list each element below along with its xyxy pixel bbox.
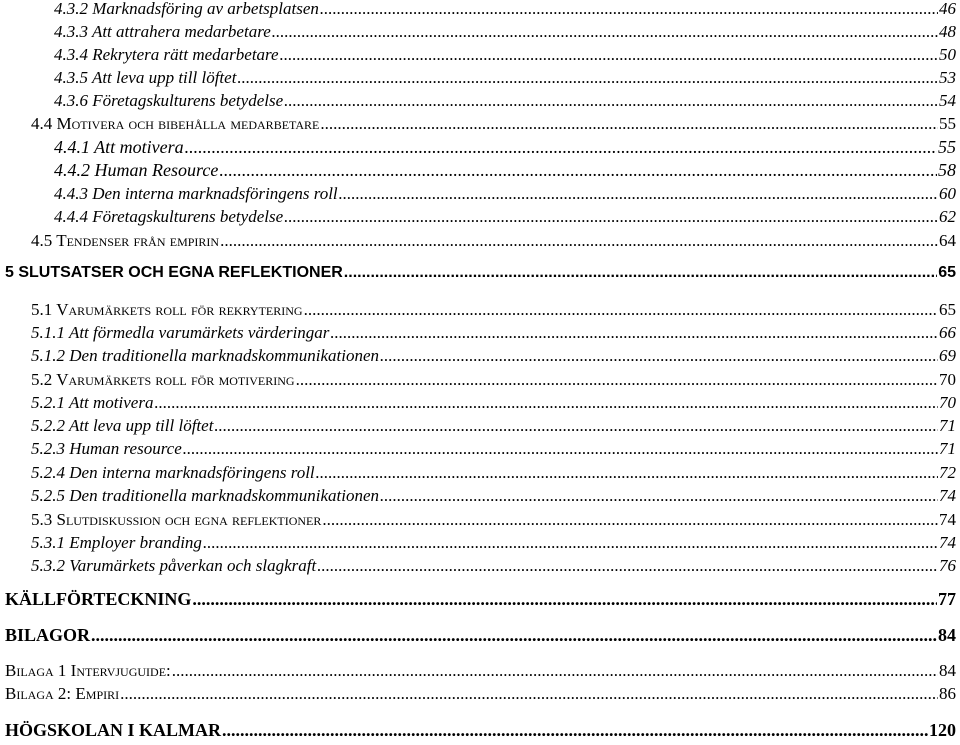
toc-entry-page: 71: [939, 416, 956, 435]
toc-entry-page: 46: [939, 0, 956, 18]
toc-entry-page: 70: [939, 393, 956, 412]
toc-leader-dots: [320, 0, 938, 17]
toc-entry-label: 5.3.2 Varumärkets påverkan och slagkraft: [31, 556, 317, 575]
toc-entry-page: 84: [939, 661, 956, 680]
toc-entry[interactable]: [31, 347, 956, 364]
toc-entry-page: 77: [938, 589, 956, 609]
toc-entry-label: 5.2.1 Att motivera: [31, 393, 154, 412]
toc-entry-page: 74: [939, 510, 956, 529]
toc-entry-page: 71: [939, 439, 956, 458]
toc-leader-dots: [222, 721, 928, 739]
toc-entry-label: 4.4.1 Att motivera: [54, 137, 184, 157]
toc-entry-page: 70: [939, 370, 956, 389]
toc-entry-label: KÄLLFÖRTECKNING: [5, 589, 192, 609]
toc-entry-label: BILAGOR: [5, 625, 91, 645]
toc-leader-dots: [380, 347, 938, 364]
toc-entry-label: 4.3.4 Rekrytera rätt medarbetare: [54, 45, 279, 64]
toc-entry-page: 74: [939, 533, 956, 552]
toc-leader-dots: [154, 394, 938, 411]
toc-entry-label: 4.3.5 Att leva upp till löftet: [54, 68, 237, 87]
toc-chapter-entry[interactable]: [5, 265, 956, 281]
toc-leader-dots: [183, 440, 938, 457]
toc-leader-dots: [237, 69, 938, 86]
toc-entry[interactable]: [31, 115, 956, 132]
toc-leader-dots: [172, 662, 938, 679]
toc-chapter-entry[interactable]: [5, 590, 956, 608]
toc-entry-label: 4.3.2 Marknadsföring av arbetsplatsen: [54, 0, 319, 18]
toc-entry[interactable]: [54, 46, 956, 63]
toc-entry[interactable]: [31, 394, 956, 411]
toc-entry[interactable]: [54, 185, 956, 202]
toc-leader-dots: [214, 417, 938, 434]
toc-entry-page: 120: [929, 720, 956, 740]
toc-entry[interactable]: [31, 557, 956, 574]
toc-entry-label: Bilaga 2: Empiri: [5, 684, 120, 703]
toc-entry[interactable]: [31, 487, 956, 504]
toc-entry-page: 84: [938, 625, 956, 645]
toc-entry[interactable]: [54, 23, 956, 40]
toc-entry-page: 48: [939, 22, 956, 41]
toc-entry-page: 86: [939, 684, 956, 703]
toc-entry-page: 60: [939, 184, 956, 203]
toc-entry-page: 72: [939, 463, 956, 482]
toc-entry-label: 5.3 Slutdiskussion och egna reflektioner: [31, 510, 322, 529]
toc-entry-label: 5.3.1 Employer branding: [31, 533, 202, 552]
toc-entry[interactable]: [54, 208, 956, 225]
toc-leader-dots: [284, 92, 938, 109]
toc-leader-dots: [220, 232, 938, 249]
toc-leader-dots: [284, 208, 938, 225]
toc-entry-label: 5.1.1 Att förmedla varumärkets värderingar: [31, 323, 330, 342]
toc-leader-dots: [344, 265, 937, 281]
toc-entry[interactable]: [5, 685, 956, 702]
toc-entry-page: 65: [938, 264, 956, 281]
toc-leader-dots: [320, 115, 938, 132]
toc-entry[interactable]: [31, 511, 956, 528]
toc-entry-label: 4.4.4 Företagskulturens betydelse: [54, 207, 284, 226]
toc-leader-dots: [91, 626, 937, 644]
toc-entry[interactable]: [31, 440, 956, 457]
toc-leader-dots: [304, 301, 938, 318]
toc-entry[interactable]: [31, 301, 956, 318]
toc-entry[interactable]: [54, 161, 956, 179]
toc-entry[interactable]: [54, 69, 956, 86]
toc-entry-page: 66: [939, 323, 956, 342]
toc-entry-page: 55: [938, 137, 956, 157]
toc-chapter-entry[interactable]: [5, 626, 956, 644]
toc-leader-dots: [120, 685, 938, 702]
toc-leader-dots: [339, 185, 938, 202]
toc-entry-label: 5 SLUTSATSER OCH EGNA REFLEKTIONER: [5, 264, 343, 281]
toc-leader-dots: [330, 324, 938, 341]
toc-entry[interactable]: [31, 417, 956, 434]
toc-entry-page: 58: [938, 160, 956, 180]
toc-entry-label: 5.2.4 Den interna marknadsföringens roll: [31, 463, 315, 482]
toc-entry[interactable]: [31, 232, 956, 249]
toc-entry[interactable]: [54, 92, 956, 109]
toc-entry-page: 55: [939, 114, 956, 133]
toc-entry-label: 4.5 Tendenser från empirin: [31, 231, 220, 250]
toc-entry-label: 5.2 Varumärkets roll för motivering: [31, 370, 295, 389]
toc-entry-page: 74: [939, 486, 956, 505]
toc-entry[interactable]: [31, 324, 956, 341]
toc-entry-page: 64: [939, 231, 956, 250]
toc-leader-dots: [203, 534, 938, 551]
toc-entry-label: Bilaga 1 Intervjuguide:: [5, 661, 171, 680]
toc-entry-page: 65: [939, 300, 956, 319]
toc-entry-label: 5.1 Varumärkets roll för rekrytering: [31, 300, 303, 319]
toc-leader-dots: [192, 590, 937, 608]
toc-entry-label: 5.2.3 Human resource: [31, 439, 182, 458]
toc-leader-dots: [280, 46, 938, 63]
toc-leader-dots: [272, 23, 938, 40]
toc-leader-dots: [219, 161, 937, 179]
toc-entry[interactable]: [31, 464, 956, 481]
toc-entry[interactable]: [54, 138, 956, 156]
toc-entry-label: 5.1.2 Den traditionella marknadskommunikationen: [31, 346, 379, 365]
toc-entry-page: 76: [939, 556, 956, 575]
toc-leader-dots: [380, 487, 938, 504]
toc-leader-dots: [317, 557, 938, 574]
toc-entry-label: 4.4.3 Den interna marknadsföringens roll: [54, 184, 338, 203]
toc-entry-page: 54: [939, 91, 956, 110]
toc-leader-dots: [316, 464, 938, 481]
toc-leader-dots: [322, 511, 938, 528]
toc-entry-label: 5.2.5 Den traditionella marknadskommunikationen: [31, 486, 379, 505]
toc-entry[interactable]: [31, 371, 956, 388]
toc-entry-label: 4.4 Motivera och bibehålla medarbetare: [31, 114, 320, 133]
toc-chapter-entry[interactable]: [5, 721, 956, 739]
toc-entry-label: HÖGSKOLAN I KALMAR: [5, 720, 222, 740]
toc-entry-page: 50: [939, 45, 956, 64]
toc-entry[interactable]: [31, 534, 956, 551]
toc-entry-label: 4.3.3 Att attrahera medarbetare: [54, 22, 271, 41]
toc-entry[interactable]: [54, 0, 956, 17]
toc-entry-label: 4.3.6 Företagskulturens betydelse: [54, 91, 284, 110]
toc-entry-label: 4.4.2 Human Resource: [54, 160, 219, 180]
toc-entry-page: 53: [939, 68, 956, 87]
toc-entry[interactable]: [5, 662, 956, 679]
toc-entry-label: 5.2.2 Att leva upp till löftet: [31, 416, 214, 435]
toc-entry-page: 69: [939, 346, 956, 365]
toc-leader-dots: [296, 371, 938, 388]
toc-entry-page: 62: [939, 207, 956, 226]
toc-leader-dots: [185, 138, 937, 156]
